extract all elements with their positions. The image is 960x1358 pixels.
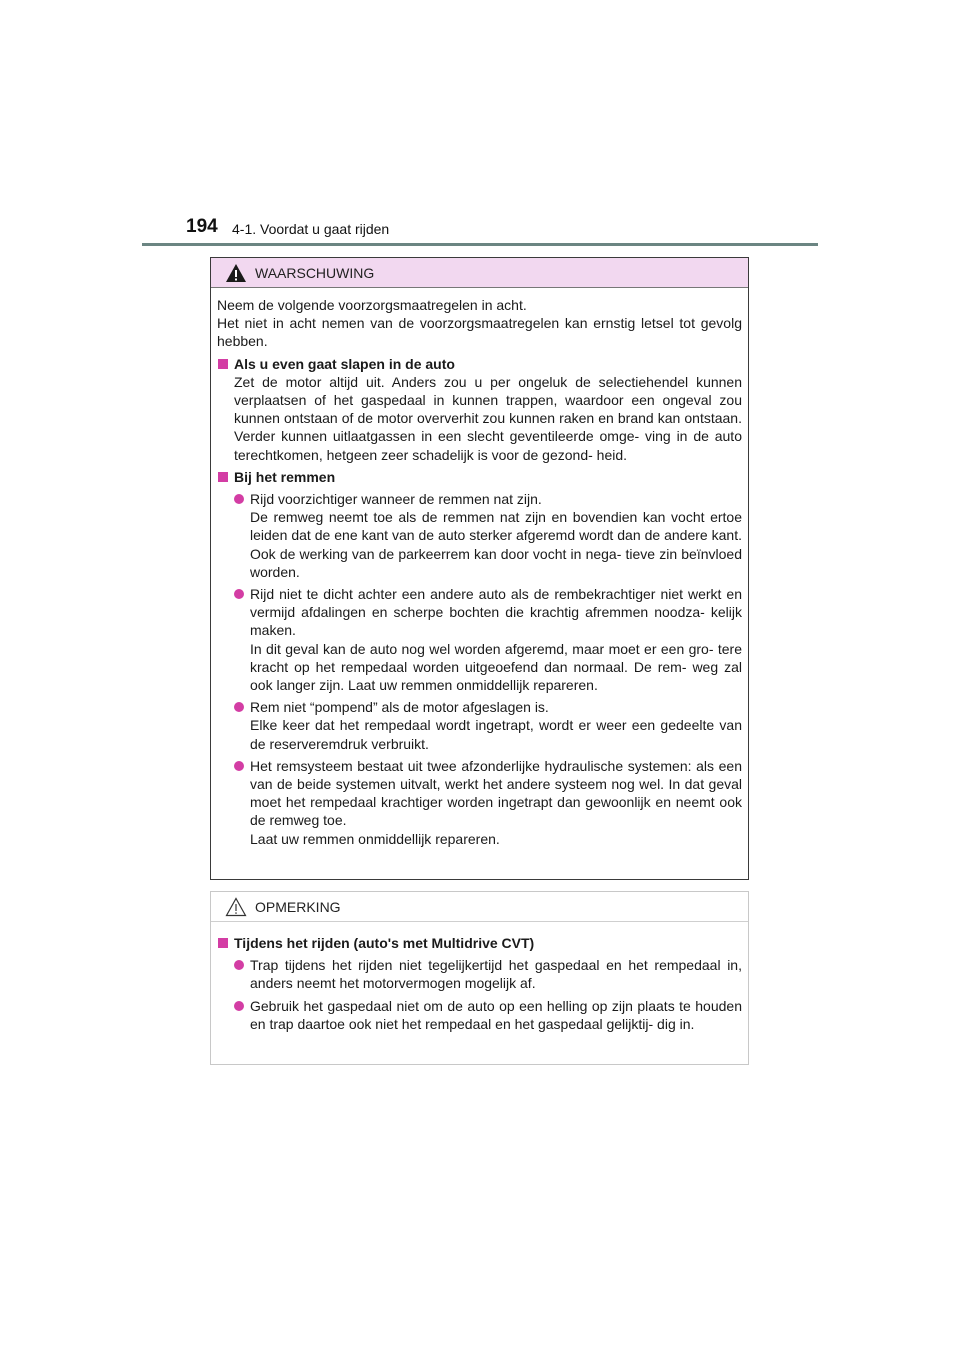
circle-bullet-icon bbox=[234, 761, 244, 771]
square-bullet-icon bbox=[218, 938, 228, 948]
note-title: OPMERKING bbox=[255, 899, 341, 915]
header-divider bbox=[142, 243, 818, 246]
note-body bbox=[211, 922, 748, 1033]
list-item: Rijd voorzichtiger wanneer de remmen nat zijn. De remweg neemt toe als de remmen nat zijn en bovendien kan vocht ertoe leiden dat de ene kant van de auto sterker afgeremd wordt dan de andere kant. Ook de werking van de parkeerrem kan door vocht in nega- tieve zin beïnvloed worden. bbox=[217, 490, 742, 581]
warning-header bbox=[211, 258, 748, 288]
section-heading-sleeping: Als u even gaat slapen in de auto bbox=[217, 355, 742, 373]
list-item: Gebruik het gaspedaal niet om de auto op een helling op zijn plaats te houden en trap daartoe ook niet het rempedaal en het gaspedaal gelijktij- dig in. bbox=[217, 997, 742, 1033]
note-heading: Tijdens het rijden (auto's met Multidrive CVT) bbox=[217, 934, 742, 952]
circle-bullet-icon bbox=[234, 1001, 244, 1011]
list-item: Trap tijdens het rijden niet tegelijkertijd het gaspedaal en het rempedaal in, anders neemt het motorvermogen mogelijk af. bbox=[217, 956, 742, 992]
warning-body bbox=[211, 288, 748, 848]
note-box bbox=[210, 891, 749, 1065]
list-item: Rijd niet te dicht achter een andere auto als de rembekrachtiger niet werkt en vermijd afdalingen en scherpe bochten die krachtig afremmen noodza- kelijk maken. In dit geval kan de auto nog wel worden afgeremd, maar moet er een gro- tere kracht op het rempedaal worden uitgeoefend dan normaal. De rem- weg zal ook langer zijn. Laat uw remmen onmiddellijk repareren. bbox=[217, 585, 742, 694]
section-heading-braking: Bij het remmen bbox=[217, 468, 742, 486]
warning-intro: Neem de volgende voorzorgsmaatregelen in acht. bbox=[217, 297, 527, 313]
list-item: Het remsysteem bestaat uit twee afzonderlijke hydraulische systemen: als een van de beide systemen uitvalt, werkt het andere systeem nog wel. In dat geval moet het rempedaal krachtiger worden ingetrapt dan gewoonlijk en neemt ook de remweg toe. Laat uw remmen onmiddellijk repareren. bbox=[217, 757, 742, 848]
list-item: Rem niet “pompend” als de motor afgeslagen is. Elke keer dat het rempedaal wordt ingetrapt, wordt er weer een gedeelte van de reserveremdruk verbruikt. bbox=[217, 698, 742, 753]
section-title: 4-1. Voordat u gaat rijden bbox=[232, 221, 390, 237]
page-number: 194 bbox=[186, 216, 218, 237]
warning-box bbox=[210, 257, 749, 880]
circle-bullet-icon bbox=[234, 960, 244, 970]
note-header bbox=[211, 892, 748, 922]
circle-bullet-icon bbox=[234, 589, 244, 599]
warning-triangle-icon bbox=[225, 263, 247, 283]
circle-bullet-icon bbox=[234, 702, 244, 712]
warning-intro-2: Het niet in acht nemen van de voorzorgsmaatregelen kan ernstig letsel tot gevolg hebben. bbox=[217, 315, 742, 350]
section-text-sleeping: Zet de motor altijd uit. Anders zou u per ongeluk de selectiehendel kunnen verplaatsen of het gaspedaal in kunnen trappen, waardoor een ongeval zou kunnen ontstaan of de motor oververhit zou kunnen raken en brand kan ontstaan. Verder kunnen uitlaatgassen in een slecht geventileerde omge- ving in de auto terechtkomen, hetgeen zeer schadelijk is voor de gezond- heid. bbox=[234, 373, 742, 463]
warning-title: WAARSCHUWING bbox=[255, 265, 375, 281]
caution-triangle-icon bbox=[225, 897, 247, 917]
circle-bullet-icon bbox=[234, 494, 244, 504]
square-bullet-icon bbox=[218, 359, 228, 369]
square-bullet-icon bbox=[218, 472, 228, 482]
